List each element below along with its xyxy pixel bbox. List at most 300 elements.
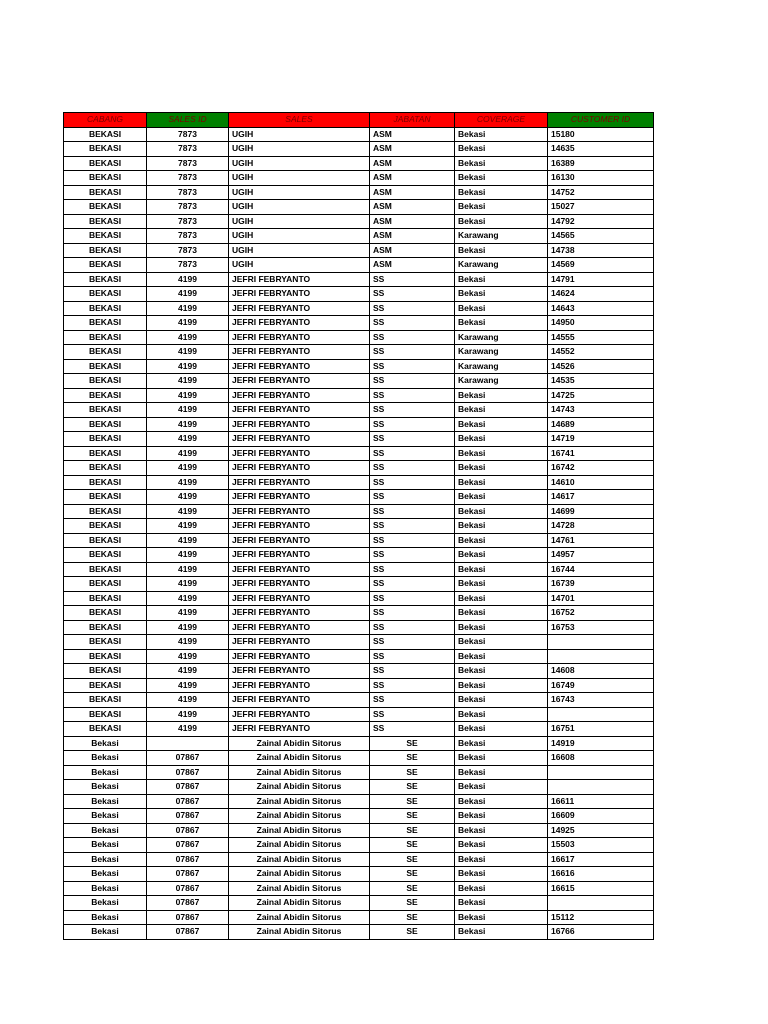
- cell-sales: JEFRI FEBRYANTO: [229, 606, 370, 621]
- cell-sales: JEFRI FEBRYANTO: [229, 562, 370, 577]
- cell-sales: JEFRI FEBRYANTO: [229, 417, 370, 432]
- cell-coverage: Bekasi: [455, 707, 548, 722]
- cell-sales-id: 4199: [147, 591, 229, 606]
- cell-sales: Zainal Abidin Sitorus: [229, 736, 370, 751]
- cell-customer-id: 16744: [548, 562, 654, 577]
- table-row: [64, 287, 654, 302]
- cell-sales: UGIH: [229, 214, 370, 229]
- cell-coverage: Bekasi: [455, 591, 548, 606]
- cell-cabang: BEKASI: [64, 461, 147, 476]
- cell-sales-id: 4199: [147, 330, 229, 345]
- cell-customer-id: [548, 765, 654, 780]
- cell-coverage: Bekasi: [455, 185, 548, 200]
- cell-jabatan: SS: [370, 359, 455, 374]
- cell-customer-id: [548, 649, 654, 664]
- cell-cabang: BEKASI: [64, 446, 147, 461]
- cell-jabatan: SS: [370, 432, 455, 447]
- cell-cabang: BEKASI: [64, 707, 147, 722]
- cell-jabatan: SE: [370, 823, 455, 838]
- cell-cabang: BEKASI: [64, 200, 147, 215]
- cell-coverage: Bekasi: [455, 171, 548, 186]
- cell-jabatan: ASM: [370, 127, 455, 142]
- table-row: [64, 780, 654, 795]
- cell-sales: JEFRI FEBRYANTO: [229, 577, 370, 592]
- cell-jabatan: SS: [370, 301, 455, 316]
- cell-customer-id: 14701: [548, 591, 654, 606]
- cell-cabang: Bekasi: [64, 852, 147, 867]
- cell-sales: JEFRI FEBRYANTO: [229, 635, 370, 650]
- table-row: [64, 243, 654, 258]
- cell-sales: JEFRI FEBRYANTO: [229, 432, 370, 447]
- cell-jabatan: ASM: [370, 200, 455, 215]
- cell-sales-id: 4199: [147, 707, 229, 722]
- cell-customer-id: 16766: [548, 925, 654, 940]
- cell-sales-id: 4199: [147, 635, 229, 650]
- table-body: [64, 127, 654, 939]
- cell-coverage: Bekasi: [455, 316, 548, 331]
- cell-cabang: BEKASI: [64, 403, 147, 418]
- cell-sales: JEFRI FEBRYANTO: [229, 707, 370, 722]
- cell-sales: Zainal Abidin Sitorus: [229, 823, 370, 838]
- table-row: [64, 200, 654, 215]
- table-row: [64, 896, 654, 911]
- cell-customer-id: 14752: [548, 185, 654, 200]
- cell-cabang: BEKASI: [64, 577, 147, 592]
- cell-cabang: BEKASI: [64, 693, 147, 708]
- cell-jabatan: SS: [370, 417, 455, 432]
- cell-customer-id: 16617: [548, 852, 654, 867]
- cell-customer-id: 14617: [548, 490, 654, 505]
- cell-customer-id: 16752: [548, 606, 654, 621]
- cell-jabatan: SS: [370, 461, 455, 476]
- cell-jabatan: SS: [370, 678, 455, 693]
- table-row: [64, 229, 654, 244]
- cell-customer-id: 15027: [548, 200, 654, 215]
- cell-customer-id: 16741: [548, 446, 654, 461]
- cell-coverage: Karawang: [455, 345, 548, 360]
- table-row: [64, 765, 654, 780]
- header-row: [64, 113, 654, 128]
- cell-jabatan: SS: [370, 388, 455, 403]
- cell-jabatan: SS: [370, 490, 455, 505]
- cell-sales: JEFRI FEBRYANTO: [229, 359, 370, 374]
- table-row: [64, 301, 654, 316]
- cell-jabatan: SS: [370, 620, 455, 635]
- table-row: [64, 504, 654, 519]
- cell-coverage: Bekasi: [455, 562, 548, 577]
- cell-coverage: Bekasi: [455, 606, 548, 621]
- cell-jabatan: SS: [370, 707, 455, 722]
- cell-sales-id: 4199: [147, 301, 229, 316]
- cell-cabang: BEKASI: [64, 171, 147, 186]
- cell-coverage: Bekasi: [455, 620, 548, 635]
- table-row: [64, 577, 654, 592]
- cell-jabatan: SE: [370, 765, 455, 780]
- cell-coverage: Bekasi: [455, 794, 548, 809]
- table-row: [64, 591, 654, 606]
- cell-sales: JEFRI FEBRYANTO: [229, 533, 370, 548]
- cell-sales-id: 4199: [147, 287, 229, 302]
- cell-sales-id: 4199: [147, 490, 229, 505]
- cell-customer-id: 14719: [548, 432, 654, 447]
- cell-cabang: BEKASI: [64, 243, 147, 258]
- cell-coverage: Bekasi: [455, 461, 548, 476]
- table-row: [64, 664, 654, 679]
- table-row: [64, 562, 654, 577]
- cell-customer-id: 14738: [548, 243, 654, 258]
- cell-sales: Zainal Abidin Sitorus: [229, 809, 370, 824]
- cell-cabang: BEKASI: [64, 504, 147, 519]
- cell-sales: UGIH: [229, 127, 370, 142]
- cell-sales-id: 4199: [147, 562, 229, 577]
- cell-jabatan: SS: [370, 287, 455, 302]
- header-sales-id: SALES ID: [147, 113, 229, 128]
- cell-sales-id: 4199: [147, 432, 229, 447]
- cell-cabang: BEKASI: [64, 490, 147, 505]
- table-row: [64, 432, 654, 447]
- cell-cabang: BEKASI: [64, 388, 147, 403]
- cell-sales: JEFRI FEBRYANTO: [229, 403, 370, 418]
- cell-coverage: Karawang: [455, 258, 548, 273]
- cell-coverage: Bekasi: [455, 127, 548, 142]
- table-row: [64, 272, 654, 287]
- cell-cabang: BEKASI: [64, 635, 147, 650]
- cell-sales: JEFRI FEBRYANTO: [229, 504, 370, 519]
- cell-customer-id: 14624: [548, 287, 654, 302]
- cell-sales: JEFRI FEBRYANTO: [229, 620, 370, 635]
- cell-sales-id: 4199: [147, 417, 229, 432]
- table-row: [64, 156, 654, 171]
- cell-coverage: Bekasi: [455, 533, 548, 548]
- table-row: [64, 693, 654, 708]
- cell-sales-id: 4199: [147, 272, 229, 287]
- cell-coverage: Bekasi: [455, 417, 548, 432]
- cell-coverage: Bekasi: [455, 736, 548, 751]
- cell-customer-id: 14791: [548, 272, 654, 287]
- table-row: [64, 475, 654, 490]
- cell-jabatan: SE: [370, 881, 455, 896]
- cell-customer-id: 14699: [548, 504, 654, 519]
- cell-sales: JEFRI FEBRYANTO: [229, 649, 370, 664]
- table-row: [64, 925, 654, 940]
- cell-jabatan: SS: [370, 316, 455, 331]
- cell-coverage: Bekasi: [455, 649, 548, 664]
- cell-sales-id: 4199: [147, 606, 229, 621]
- cell-jabatan: SE: [370, 809, 455, 824]
- cell-customer-id: 15503: [548, 838, 654, 853]
- cell-cabang: BEKASI: [64, 156, 147, 171]
- header-sales: SALES: [229, 113, 370, 128]
- cell-sales-id: 4199: [147, 678, 229, 693]
- cell-customer-id: 16389: [548, 156, 654, 171]
- cell-customer-id: 14792: [548, 214, 654, 229]
- cell-coverage: Bekasi: [455, 852, 548, 867]
- cell-customer-id: 14552: [548, 345, 654, 360]
- cell-sales: JEFRI FEBRYANTO: [229, 519, 370, 534]
- cell-coverage: Bekasi: [455, 548, 548, 563]
- cell-sales: UGIH: [229, 258, 370, 273]
- cell-cabang: BEKASI: [64, 316, 147, 331]
- cell-jabatan: SS: [370, 664, 455, 679]
- cell-coverage: Karawang: [455, 330, 548, 345]
- cell-cabang: Bekasi: [64, 838, 147, 853]
- cell-cabang: BEKASI: [64, 345, 147, 360]
- table-row: [64, 359, 654, 374]
- cell-jabatan: SS: [370, 504, 455, 519]
- cell-sales-id: 4199: [147, 533, 229, 548]
- cell-coverage: Bekasi: [455, 142, 548, 157]
- cell-jabatan: ASM: [370, 185, 455, 200]
- cell-sales-id: 4199: [147, 519, 229, 534]
- table-row: [64, 606, 654, 621]
- cell-sales: JEFRI FEBRYANTO: [229, 446, 370, 461]
- table-row: [64, 490, 654, 505]
- table-row: [64, 374, 654, 389]
- cell-customer-id: 14535: [548, 374, 654, 389]
- table-row: [64, 809, 654, 824]
- cell-sales-id: 7873: [147, 200, 229, 215]
- cell-coverage: Bekasi: [455, 809, 548, 824]
- table-row: [64, 910, 654, 925]
- cell-sales-id: 4199: [147, 504, 229, 519]
- cell-cabang: Bekasi: [64, 867, 147, 882]
- cell-customer-id: 14526: [548, 359, 654, 374]
- cell-sales: JEFRI FEBRYANTO: [229, 287, 370, 302]
- cell-customer-id: 14728: [548, 519, 654, 534]
- table-row: [64, 620, 654, 635]
- cell-sales: Zainal Abidin Sitorus: [229, 881, 370, 896]
- cell-sales-id: 4199: [147, 664, 229, 679]
- cell-customer-id: [548, 896, 654, 911]
- cell-sales-id: 07867: [147, 780, 229, 795]
- table-row: [64, 519, 654, 534]
- cell-customer-id: 15112: [548, 910, 654, 925]
- cell-customer-id: [548, 780, 654, 795]
- cell-sales-id: 7873: [147, 142, 229, 157]
- cell-jabatan: SE: [370, 852, 455, 867]
- cell-customer-id: 16130: [548, 171, 654, 186]
- cell-sales-id: 07867: [147, 852, 229, 867]
- cell-sales-id: 7873: [147, 156, 229, 171]
- cell-customer-id: 14643: [548, 301, 654, 316]
- cell-cabang: BEKASI: [64, 606, 147, 621]
- cell-coverage: Bekasi: [455, 693, 548, 708]
- cell-sales-id: 4199: [147, 475, 229, 490]
- cell-sales: JEFRI FEBRYANTO: [229, 316, 370, 331]
- cell-jabatan: SE: [370, 910, 455, 925]
- cell-jabatan: SE: [370, 794, 455, 809]
- cell-jabatan: SE: [370, 925, 455, 940]
- cell-sales: JEFRI FEBRYANTO: [229, 301, 370, 316]
- cell-jabatan: ASM: [370, 142, 455, 157]
- cell-sales-id: 7873: [147, 229, 229, 244]
- cell-cabang: BEKASI: [64, 475, 147, 490]
- cell-coverage: Bekasi: [455, 722, 548, 737]
- table-row: [64, 171, 654, 186]
- cell-coverage: Bekasi: [455, 751, 548, 766]
- cell-sales: UGIH: [229, 156, 370, 171]
- cell-customer-id: 16751: [548, 722, 654, 737]
- cell-customer-id: 16611: [548, 794, 654, 809]
- cell-customer-id: 14950: [548, 316, 654, 331]
- cell-jabatan: SE: [370, 896, 455, 911]
- cell-sales: Zainal Abidin Sitorus: [229, 910, 370, 925]
- cell-sales: JEFRI FEBRYANTO: [229, 490, 370, 505]
- cell-coverage: Bekasi: [455, 475, 548, 490]
- table-row: [64, 881, 654, 896]
- cell-sales-id: 07867: [147, 881, 229, 896]
- cell-coverage: Bekasi: [455, 432, 548, 447]
- cell-customer-id: 16749: [548, 678, 654, 693]
- cell-coverage: Bekasi: [455, 635, 548, 650]
- cell-sales-id: 07867: [147, 751, 229, 766]
- cell-customer-id: 14925: [548, 823, 654, 838]
- cell-customer-id: 14610: [548, 475, 654, 490]
- cell-coverage: Bekasi: [455, 156, 548, 171]
- cell-jabatan: ASM: [370, 156, 455, 171]
- cell-sales-id: 4199: [147, 722, 229, 737]
- cell-jabatan: SE: [370, 867, 455, 882]
- cell-jabatan: SE: [370, 736, 455, 751]
- cell-coverage: Bekasi: [455, 200, 548, 215]
- cell-coverage: Bekasi: [455, 272, 548, 287]
- cell-jabatan: SS: [370, 548, 455, 563]
- cell-jabatan: SE: [370, 838, 455, 853]
- cell-sales: JEFRI FEBRYANTO: [229, 272, 370, 287]
- cell-sales: Zainal Abidin Sitorus: [229, 896, 370, 911]
- cell-sales: UGIH: [229, 142, 370, 157]
- table-row: [64, 823, 654, 838]
- cell-jabatan: SS: [370, 345, 455, 360]
- cell-sales-id: 07867: [147, 838, 229, 853]
- cell-sales: JEFRI FEBRYANTO: [229, 461, 370, 476]
- cell-customer-id: 16739: [548, 577, 654, 592]
- cell-jabatan: SS: [370, 446, 455, 461]
- cell-sales: JEFRI FEBRYANTO: [229, 345, 370, 360]
- cell-jabatan: SE: [370, 780, 455, 795]
- cell-cabang: BEKASI: [64, 678, 147, 693]
- cell-coverage: Bekasi: [455, 214, 548, 229]
- cell-sales-id: 07867: [147, 925, 229, 940]
- cell-jabatan: SS: [370, 693, 455, 708]
- cell-cabang: Bekasi: [64, 910, 147, 925]
- cell-coverage: Bekasi: [455, 490, 548, 505]
- header-customer-id: CUSTOMER ID: [548, 113, 654, 128]
- cell-sales-id: 4199: [147, 620, 229, 635]
- cell-sales-id: 4199: [147, 388, 229, 403]
- cell-coverage: Bekasi: [455, 925, 548, 940]
- cell-coverage: Bekasi: [455, 678, 548, 693]
- cell-cabang: BEKASI: [64, 142, 147, 157]
- cell-coverage: Bekasi: [455, 403, 548, 418]
- table-row: [64, 649, 654, 664]
- cell-sales-id: 7873: [147, 214, 229, 229]
- table-row: [64, 548, 654, 563]
- cell-cabang: BEKASI: [64, 519, 147, 534]
- cell-cabang: BEKASI: [64, 533, 147, 548]
- cell-cabang: BEKASI: [64, 432, 147, 447]
- table-row: [64, 258, 654, 273]
- cell-jabatan: SS: [370, 591, 455, 606]
- cell-sales: JEFRI FEBRYANTO: [229, 475, 370, 490]
- cell-cabang: BEKASI: [64, 664, 147, 679]
- table-row: [64, 142, 654, 157]
- cell-sales: Zainal Abidin Sitorus: [229, 794, 370, 809]
- cell-coverage: Bekasi: [455, 287, 548, 302]
- cell-coverage: Bekasi: [455, 780, 548, 795]
- cell-sales: Zainal Abidin Sitorus: [229, 925, 370, 940]
- cell-cabang: BEKASI: [64, 374, 147, 389]
- table-row: [64, 867, 654, 882]
- cell-customer-id: [548, 707, 654, 722]
- cell-sales-id: 4199: [147, 345, 229, 360]
- cell-jabatan: ASM: [370, 229, 455, 244]
- cell-cabang: BEKASI: [64, 229, 147, 244]
- cell-jabatan: ASM: [370, 243, 455, 258]
- cell-cabang: BEKASI: [64, 272, 147, 287]
- cell-cabang: BEKASI: [64, 591, 147, 606]
- cell-cabang: Bekasi: [64, 794, 147, 809]
- cell-cabang: Bekasi: [64, 925, 147, 940]
- cell-jabatan: SS: [370, 272, 455, 287]
- cell-sales-id: 4199: [147, 548, 229, 563]
- cell-coverage: Bekasi: [455, 838, 548, 853]
- cell-cabang: BEKASI: [64, 417, 147, 432]
- cell-sales: JEFRI FEBRYANTO: [229, 678, 370, 693]
- cell-sales-id: 4199: [147, 316, 229, 331]
- table-row: [64, 838, 654, 853]
- cell-customer-id: 16753: [548, 620, 654, 635]
- cell-cabang: BEKASI: [64, 548, 147, 563]
- cell-sales: UGIH: [229, 171, 370, 186]
- cell-sales: JEFRI FEBRYANTO: [229, 591, 370, 606]
- cell-customer-id: 14957: [548, 548, 654, 563]
- cell-cabang: BEKASI: [64, 722, 147, 737]
- table-row: [64, 185, 654, 200]
- cell-sales-id: 4199: [147, 446, 229, 461]
- cell-jabatan: SS: [370, 635, 455, 650]
- cell-coverage: Karawang: [455, 229, 548, 244]
- cell-cabang: Bekasi: [64, 736, 147, 751]
- cell-cabang: Bekasi: [64, 809, 147, 824]
- cell-coverage: Karawang: [455, 359, 548, 374]
- cell-customer-id: 16743: [548, 693, 654, 708]
- cell-cabang: Bekasi: [64, 896, 147, 911]
- cell-coverage: Bekasi: [455, 765, 548, 780]
- cell-customer-id: 14761: [548, 533, 654, 548]
- cell-sales: Zainal Abidin Sitorus: [229, 780, 370, 795]
- cell-coverage: Bekasi: [455, 910, 548, 925]
- cell-coverage: Bekasi: [455, 301, 548, 316]
- cell-sales-id: 07867: [147, 867, 229, 882]
- cell-customer-id: 16608: [548, 751, 654, 766]
- cell-sales: JEFRI FEBRYANTO: [229, 693, 370, 708]
- cell-coverage: Bekasi: [455, 664, 548, 679]
- cell-jabatan: SS: [370, 533, 455, 548]
- cell-jabatan: SS: [370, 577, 455, 592]
- cell-customer-id: 16742: [548, 461, 654, 476]
- cell-jabatan: ASM: [370, 214, 455, 229]
- cell-sales: JEFRI FEBRYANTO: [229, 388, 370, 403]
- cell-cabang: Bekasi: [64, 881, 147, 896]
- header-cabang: CABANG: [64, 113, 147, 128]
- cell-sales-id: 4199: [147, 577, 229, 592]
- cell-cabang: Bekasi: [64, 780, 147, 795]
- table-row: [64, 403, 654, 418]
- cell-jabatan: SS: [370, 475, 455, 490]
- cell-cabang: Bekasi: [64, 751, 147, 766]
- cell-cabang: BEKASI: [64, 649, 147, 664]
